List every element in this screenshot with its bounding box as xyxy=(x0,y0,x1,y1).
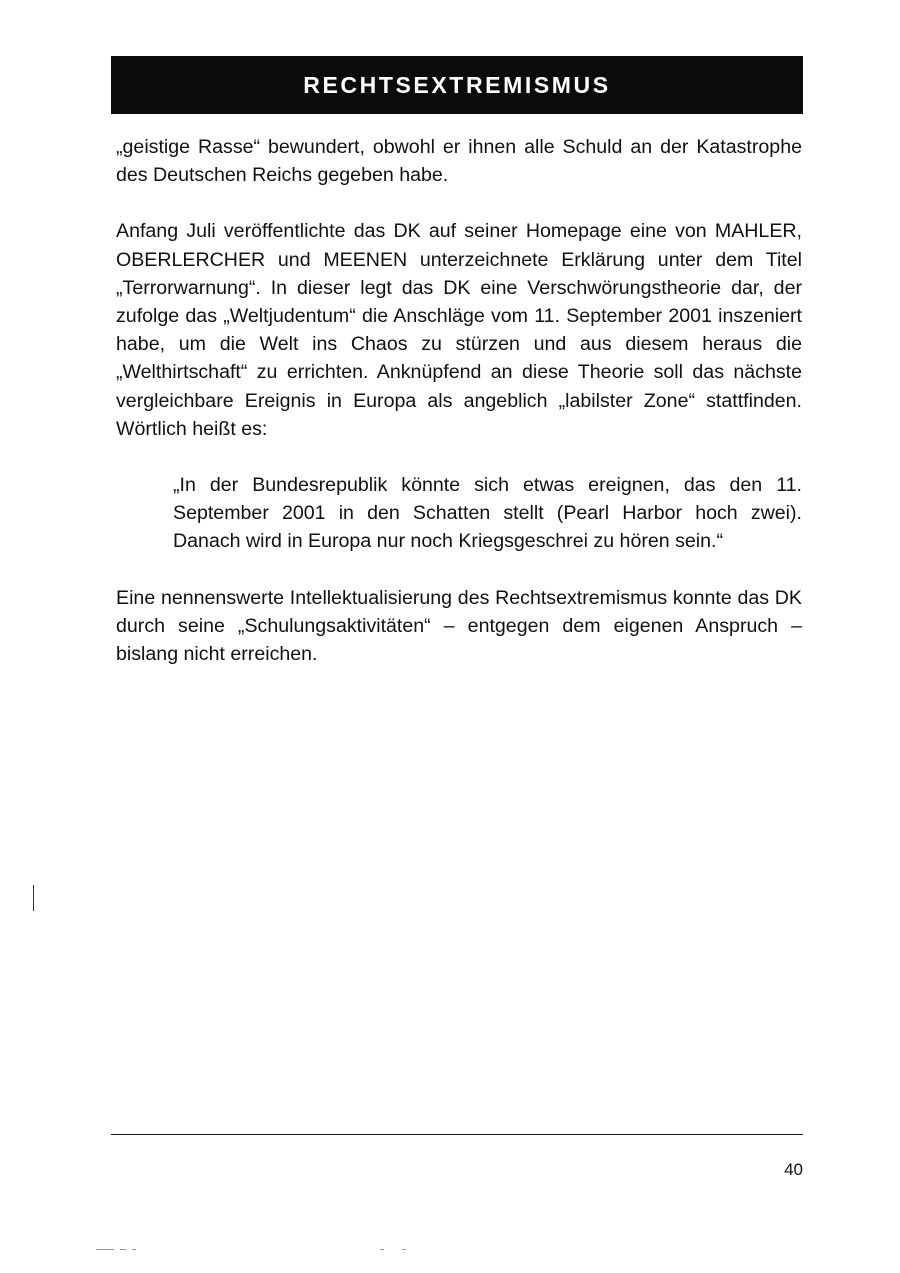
scan-artifact-dash xyxy=(380,1249,384,1250)
section-title: RECHTSEXTREMISMUS xyxy=(303,71,611,98)
page-number: 40 xyxy=(784,1160,803,1179)
section-header-bar xyxy=(111,56,803,114)
footer-rule xyxy=(111,1134,803,1135)
paragraph-2: Anfang Juli veröffentlichte das DK auf seiner Homepage eine von MAHLER, OBERLERCHER und MEENEN unterzeichnete Erklärung unter dem Titel „Terrorwarnung“. In dieser legt das DK eine Verschwörungstheorie dar, der zufolge das „Weltjudentum“ die Anschläge vom 11. September 2001 inszeniert habe, um die Welt ins Chaos zu stürzen und aus diesem heraus die „Welthirtschaft“ zu errichten. Anknüpfend an diese Theorie soll das nächste vergleichbare Ereignis in Europa als angeblich „labilster Zone“ stattfinden. Wörtlich heißt es: xyxy=(116,220,802,440)
paragraph-3: Eine nennenswerte Intellektualisierung des Rechtsextremismus konnte das DK durch seine „Schulungsaktivitäten“ – entgegen dem eigenen Anspruch – bislang nicht erreichen. xyxy=(116,586,802,666)
scan-artifact-dash xyxy=(120,1249,126,1250)
paragraph-1: „geistige Rasse“ bewundert, obwohl er ihnen alle Schuld an der Katastrophe des Deutschen Reichs gegeben habe. xyxy=(116,136,802,187)
body-text xyxy=(116,133,802,668)
scan-artifact-dash xyxy=(402,1249,406,1250)
scan-artifact-dash xyxy=(96,1249,114,1250)
block-quote: „In der Bundesrepublik könnte sich etwas ereignen, das den 11. September 2001 in den Schatten stellt (Pearl Harbor hoch zwei). Danach wird in Europa nur noch Kriegsgeschrei zu hören sein.“ xyxy=(173,474,802,553)
scan-artifact-dash xyxy=(132,1249,136,1250)
scan-artifact-mark xyxy=(33,885,34,911)
